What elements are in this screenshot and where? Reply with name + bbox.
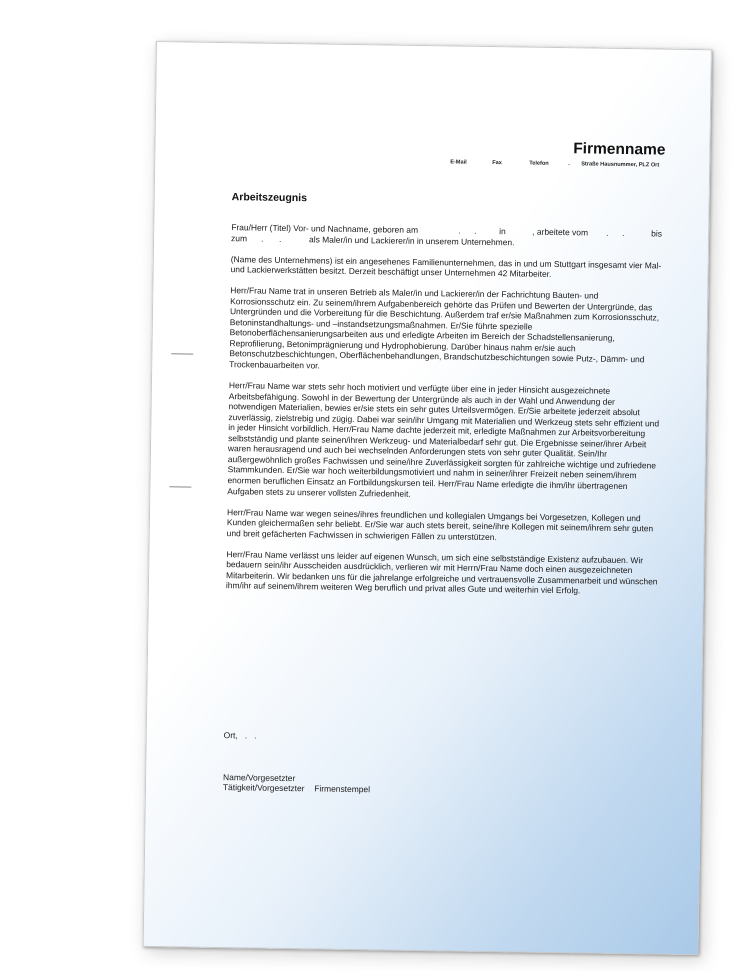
document-title: Arbeitszeugnis [231, 191, 308, 205]
intro-text-start: Frau/Herr (Titel) Vor- und Nachname, geboren am [231, 222, 419, 235]
company-name: Firmenname [573, 140, 666, 159]
intro-arbeitete: , arbeitete vom [532, 226, 589, 238]
birthplace-in: in [499, 226, 506, 237]
fold-mark-top [171, 353, 193, 354]
fax-label: Fax [492, 160, 502, 167]
paragraph-conduct: Herr/Frau Name war wegen seines/ihres freundlichen und kollegialen Umgangs bei Vorgesetzen, Kollegen und Kunden gleichermaßen sehr beliebt. Er/Sie war auch stets bereit, seine/ihre Kollegen mit seinem/ihrem sehr guten und breit gefächerten Fachwissen in schwierigen Fällen zu unterstützen. [226, 506, 654, 542]
start-date-dot: . [622, 227, 625, 238]
signature-gap [223, 741, 371, 774]
intro-bis: bis [651, 228, 663, 239]
paragraph-tasks: Herr/Frau Name trat in unseren Betrieb als Maler/in und Lackierer/in der Fachrichtung Bauten- und Korrosionsschutz ein. Zu seinem/ihrem Aufgabenbereich gehörte das Prüfen und Bewerten der Untergründe, das Untergründen und die Vorbereitung für die Beschichtung. Außerdem traf er/sie Maßnahmen zum Korrosionsschutz, Betoninstandhaltungs- und –instandsetzungsmaßnahmen. Er/Sie führte spezielle Betonoberflächensanierungsarbeiten aus und erledigte Arbeiten im Bereich der Schadstellensanierung, Reprofilierung, Betonimprägnierung und Hydrophobierung. Darüber hinaus nahm er/sie auch Betonschutzbeschichtungen, Oberflächenbehandlungen, Brandschutzbeschichtungen sowie Putz-, Dämm- und Trockenbauarbeiten vor. [229, 285, 660, 371]
intro-paragraph [231, 222, 663, 250]
signature-block [223, 730, 371, 795]
birth-date-dot: . [458, 225, 461, 236]
paragraph-company: (Name des Unternehmens) ist ein angesehenes Familienunternehmen, das in und um Stuttgart insgesamt vier Mal- und Lackierwerkstätten besitzt. Derzeit beschäftigt unser Unternehmen 42 Mitarbeiter. [230, 253, 662, 280]
end-date-dot: . [261, 233, 264, 244]
intro-position: als Maler/in und Lackierer/in in unserem Unternehmen. [309, 233, 515, 247]
document-page [143, 41, 712, 955]
paragraph-performance: Herr/Frau Name war stets sehr hoch motiviert und verfügte über eine in jeder Hinsicht ausgezeichnete Arbeitsbefähigung. Sowohl in der Bewertung der Untergründe als auch in der Wahl und Anwendung der notwendigen Materialien, bewies er/sie stets ein sehr gutes Urteilsvermögen. Er/Sie arbeitete jederzeit absolut zuverlässig, zielstrebig und zügig. Dabei war sein/ihr Umgang mit Materialien und Werkzeug stets sehr effizient und in jeder Hinsicht vorbildlich. Herr/Frau Name dachte jederzeit mit, erledigte Maßnahmen zur Arbeitsvorbereitung selbstständig und plante seinen/ihren Werkzeug- und Materialbedarf sehr gut. Die Ergebnisse seiner/ihrer Arbeit waren herausragend und auch bei wechselnden Anforderungen stets von sehr guter Qualität. Sein/Ihr außergewöhnlich großes Fachwissen und seine/ihre Zuverlässigkeit sorgten für zahlreiche wichtige und zufriedene Stammkunden. Er/Sie war hoch weiterbildungsmotiviert und nahm in seiner/ihrer Freizeit neben seinem/ihrem enormen beruflichen Einsatz an Fortbildungskursen teil. Herr/Frau Name erledigte die ihm/ihr übertragenen Aufgaben stets zu unserer vollsten Zufriedenheit. [227, 380, 660, 499]
start-date-dot: . [606, 227, 609, 238]
place-date: Ort, . . [223, 730, 257, 741]
intro-zum: zum [231, 232, 248, 243]
stamp-label: Firmenstempel [314, 783, 371, 795]
birth-date-dot: . [474, 225, 477, 236]
signature-role: Tätigkeit/Vorgesetzter [222, 782, 305, 794]
address-line: Straße Hausnummer, PLZ Ort [581, 161, 660, 169]
phone-label: Telefon [529, 160, 549, 167]
signature-role-line [223, 782, 370, 795]
email-label: E-Mail [450, 159, 467, 166]
document-body [226, 222, 664, 608]
signature-name: Name/Vorgesetzter [223, 771, 296, 783]
fold-mark-middle [169, 486, 191, 487]
end-date-dot: . [279, 233, 282, 244]
paragraph-farewell: Herr/Frau Name verlässt uns leider auf eigenen Wunsch, um sich eine selbstständige Existenz aufzubauen. Wir bedauern sein/ihr Ausscheiden ausdrücklich, verlieren wir mit Herrn/Frau Name doch einen ausgezeichneten Mitarbeiterin. Wir bedanken uns für die jahrelange erfolgreiche und vertrauensvolle Zusammenarbeit und wünschen ihm/ihr auf seinem/ihrem weiteren Weg beruflich und privat alles Gute und weiterhin viel Erfolg. [225, 548, 658, 596]
contact-separator: . [568, 161, 570, 168]
